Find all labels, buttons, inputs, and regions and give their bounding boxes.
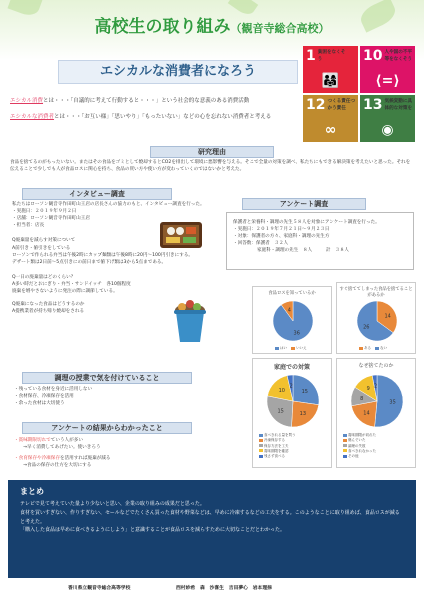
data-label: 15 [301,388,308,395]
data-label: 9 [366,386,370,393]
definition-ethical-consumer: エシカルな消費者とは・・・「お互い様」「思いやり」「もったいない」などの心を忘れない消費者と考える [10,114,272,120]
data-label: 35 [389,399,396,406]
legend-entry: 賞味期限を確認 [259,449,296,454]
pie-chart-1 [337,299,417,347]
legend-entry: 食べきれる量を買う [259,433,296,438]
legend-entry: 調理の失敗 [343,444,376,449]
data-label: 14 [363,410,370,417]
results-heading: アンケートの結果からわかったこと [22,422,192,434]
summary-para: 「購入した食品は早めに食べきるようにしよう」と意識することが食品ロスを減らすために大切なことだとわかった。 [20,527,286,534]
research-text: 食品を捨てるのがもったいない。またはその食品をゴミとして焼却するとCO2を排出して環境に悪影響を与える。そこで全量の対策を調べ、私たちにもできる解決策を考えたいと思った。それを伝えることで少しでも人が食品ロスに関心を持ち、食品の買い方や使い方が変わっていくのではないかと考えた。 [10,160,411,173]
chart-legend [259,433,296,459]
pie-chart-2 [253,371,333,431]
legend-entry: その他 [343,454,376,459]
data-label: 10 [278,388,286,395]
data-label: 2 [373,383,378,390]
data-label: 15 [277,408,284,415]
sdg-goals [303,46,415,142]
data-label: 4 [287,307,291,314]
legend-entry: 傷んでいた [343,438,376,443]
chart-legend [343,433,376,459]
infinity-icon: ∞ [324,122,337,139]
title-main: 高校生の取り組み [94,17,231,37]
chart-throw-away: すぐ捨ててしまった食品を捨てることがあるか 14 26 ある ない [336,282,416,354]
title-school: （観音寺総合高校） [230,22,330,35]
lesson-list: ・残っている食材を身近に活用しない ・食材保存、冷凍保存を活用 ・余った食材は大切使う [14,387,93,407]
data-label: 13 [299,411,307,418]
legend-entry: 賞味期限が切れた [343,433,376,438]
equality-icon: ⟨=⟩ [375,73,400,90]
lesson-heading: 調理の授業で気を付けていること [22,372,192,384]
definition-ethical-consumption: エシカル消費とは・・・「自議的に考えて行動すると・・・」という社会的な意義のある消費活動 [10,98,250,104]
summary-panel [8,480,416,578]
data-label: 2 [289,383,293,390]
summary-heading: まとめ [20,487,44,496]
results-list: ・賞味期限切れでていう人が多い →早く消費してあげたい。使いきろう ・食育保存や冷凍保存を活用すれば廃棄が減る →食品の保存の仕方を大切にする [14,438,111,469]
people-icon: 👨‍👩‍👧 [321,73,340,90]
page-title [0,12,424,37]
footer-members: 西村紗希 森 沙喜生 吉田夢心 岩本理捺 [176,586,272,591]
summary-para: 食材を買いすぎない、作りすぎない、セールなどでたくさん買った食材や野菜などは、早めに冷凍するなどの工夫をする。このようなことに取り組めば、食品ロスが減ると考えた。 [20,509,400,525]
legend-entry: 残さず食べる [259,454,296,459]
food-waste-bin-illustration [170,298,210,344]
earth-eye-icon: ◉ [381,122,394,139]
interview-text: 私たちはローソン観音寺作田町山王店の店長さんの協力のもと、インタビュー調査を行った。 ・実施日：２０１９年９月２日 ・店舗：ローソン観音寺作田町山王店 ・担当者：店長 Q廃棄量を減らす対策について A前引き・値引きをしている ローソンで作られる弁当は午後2時にカップ麺類は午後8時に20円〜100円引きにする。 デザート類は2日前〜5点引きにの前日まで値下げ類は3から5点まである。 Q一日の廃棄量はどのくらい？ A多い時だとおにぎり・弁当・サンドイッチ 各10個程度 廃棄を増やさないように発注の際に調節している。 Q廃棄になった食品はどうするのか A提携業者が持ち帰り焼却をされる [12,202,205,315]
summary-para: テレビで見て考えていた量より少ないと思い、企業の取り組みの成果だと思った。 [20,501,205,507]
survey-box: 保護者と栄養科・調理の先生５８人を対象にアンケート調査を行った。 ・実施日：２０１９年７月２１日〜９月２３日 ・対象：保護者の方々、家庭科・調理の先生方 ・回答数：保護者 ３２人 家庭科・調理の先生 ８人 計 ３８人 [226,212,414,270]
data-label: 8 [360,396,364,403]
legend-entry: 保存方法を工夫 [259,444,296,449]
survey-heading: アンケート調査 [242,198,366,210]
pie-chart-0 [253,299,333,347]
sdg-tile-1: 1 貧困をなくそう 👨‍👩‍👧 [303,46,358,93]
chart-legend: はい いいえ [275,346,307,351]
chart-legend: ある ない [359,346,387,351]
chart-home-measures: 家庭での対策 15 13 15 10 2 食べきれる量を買う 冷凍保存する 保存方法を工夫 賞味期限を確認 残さず食べる [252,358,332,468]
legend-entry: 冷凍保存する [259,438,296,443]
data-label: 14 [384,313,391,320]
pie-chart-3 [337,371,417,431]
footer-school: 香川県立観音寺総合高等学校 [68,586,131,591]
legend-entry: 食べきれなかった [343,449,376,454]
sdg-tile-12: 12 つくる責任つかう責任 ∞ [303,95,358,142]
sdg-tile-13: 13 気候変動に具体的な対策を ◉ [360,95,415,142]
chart-know-food-loss: 食品ロスを知っているか 36 4 はい いいえ [252,286,332,354]
theme-banner: エシカルな消費者になろう [58,60,298,84]
sdg-tile-10: 10 人や国の不平等をなくそう ⟨=⟩ [360,46,415,93]
data-label: 26 [363,324,370,331]
bento-box-illustration [158,216,204,250]
research-heading: 研究理由 [150,146,274,158]
chart-why-discard: なぜ捨てたのか 35 14 8 9 2 賞味期限が切れた 傷んでいた 調理の失敗 食べきれなかった その他 [336,358,416,468]
interview-heading: インタビュー調査 [22,188,172,200]
data-label: 36 [293,330,300,337]
